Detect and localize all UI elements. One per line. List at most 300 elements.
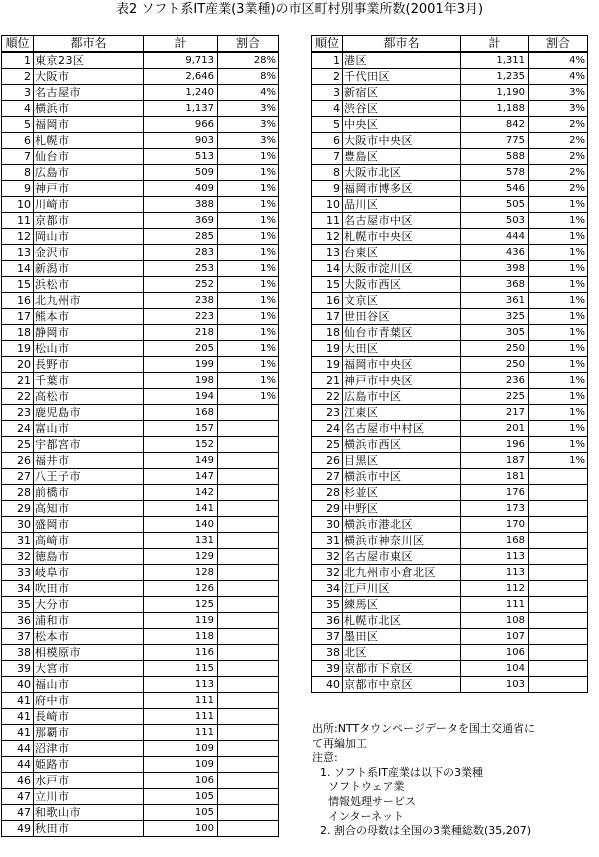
table-row — [2, 197, 279, 213]
total-cell: 187 — [461, 453, 529, 469]
city-cell: 大阪市 — [34, 69, 144, 85]
city-cell: 名古屋市中村区 — [343, 421, 461, 437]
city-header: 都市名 — [343, 36, 461, 53]
rank-cell: 27 — [2, 469, 34, 485]
city-cell: 練馬区 — [343, 597, 461, 613]
rank-cell: 24 — [312, 421, 343, 437]
rank-cell: 41 — [2, 725, 34, 741]
rank-cell: 37 — [312, 629, 343, 645]
rank-cell: 31 — [2, 533, 34, 549]
total-cell: 775 — [461, 133, 529, 149]
share-header: 割合 — [529, 36, 588, 53]
total-cell: 325 — [461, 309, 529, 325]
total-cell: 218 — [144, 325, 218, 341]
total-cell: 217 — [461, 405, 529, 421]
share-cell: 1% — [529, 373, 588, 389]
table-row — [312, 501, 588, 517]
share-cell — [218, 421, 279, 437]
share-cell: 1% — [529, 405, 588, 421]
city-cell: 鹿児島市 — [34, 405, 144, 421]
city-cell: 仙台市 — [34, 149, 144, 165]
city-cell: 水戸市 — [34, 773, 144, 789]
total-cell: 100 — [144, 821, 218, 837]
city-cell: 港区 — [343, 52, 461, 69]
total-cell: 505 — [461, 197, 529, 213]
total-cell: 109 — [144, 757, 218, 773]
city-cell: 江戸川区 — [343, 581, 461, 597]
total-cell: 106 — [144, 773, 218, 789]
rank-cell: 15 — [2, 277, 34, 293]
rank-cell: 36 — [312, 613, 343, 629]
share-cell — [218, 677, 279, 693]
share-cell — [218, 821, 279, 837]
total-cell: 238 — [144, 293, 218, 309]
table-row — [312, 469, 588, 485]
table-row — [312, 69, 588, 85]
share-cell — [529, 661, 588, 677]
total-cell: 9,713 — [144, 52, 218, 69]
table-row — [2, 405, 279, 421]
total-cell: 181 — [461, 469, 529, 485]
rank-cell: 19 — [312, 357, 343, 373]
table-row — [2, 597, 279, 613]
table-row — [2, 85, 279, 101]
table-row — [312, 325, 588, 341]
table-row — [2, 453, 279, 469]
page-title: 表2 ソフト系IT産業(3業種)の市区町村別事業所数(2001年3月) — [115, 2, 484, 17]
table-row — [312, 165, 588, 181]
rank-cell: 1 — [2, 52, 34, 69]
share-cell: 1% — [218, 213, 279, 229]
share-cell: 1% — [218, 341, 279, 357]
city-cell: 和歌山市 — [34, 805, 144, 821]
table-row — [2, 165, 279, 181]
city-cell: 横浜市港北区 — [343, 517, 461, 533]
table-row — [2, 677, 279, 693]
total-cell: 305 — [461, 325, 529, 341]
share-cell — [218, 501, 279, 517]
city-cell: 福岡市 — [34, 117, 144, 133]
rank-cell: 29 — [312, 501, 343, 517]
total-header: 計 — [461, 36, 529, 53]
total-cell: 966 — [144, 117, 218, 133]
industry-item-internet: インターネット — [328, 809, 405, 823]
rank-cell: 35 — [312, 597, 343, 613]
rank-cell: 41 — [2, 693, 34, 709]
share-cell: 1% — [218, 245, 279, 261]
city-cell: 沼津市 — [34, 741, 144, 757]
table-row — [2, 373, 279, 389]
city-cell: 目黒区 — [343, 453, 461, 469]
city-cell: 姫路市 — [34, 757, 144, 773]
table-row — [2, 629, 279, 645]
total-cell: 113 — [461, 565, 529, 581]
city-cell: 八王子市 — [34, 469, 144, 485]
share-cell: 1% — [218, 325, 279, 341]
rank-cell: 13 — [2, 245, 34, 261]
total-cell: 111 — [461, 597, 529, 613]
rank-cell: 22 — [2, 389, 34, 405]
total-cell: 142 — [144, 485, 218, 501]
city-cell: 大阪市北区 — [343, 165, 461, 181]
table-row — [2, 133, 279, 149]
table-row — [2, 437, 279, 453]
table-row — [312, 453, 588, 469]
total-cell: 152 — [144, 437, 218, 453]
rank-cell: 31 — [312, 533, 343, 549]
share-cell: 1% — [529, 293, 588, 309]
city-cell: 高知市 — [34, 501, 144, 517]
table-row — [2, 309, 279, 325]
rank-cell: 34 — [2, 581, 34, 597]
rank-cell: 38 — [312, 645, 343, 661]
share-cell — [218, 645, 279, 661]
total-cell: 116 — [144, 645, 218, 661]
table-row — [312, 421, 588, 437]
table-row — [312, 645, 588, 661]
city-cell: 熊本市 — [34, 309, 144, 325]
table-row — [2, 325, 279, 341]
share-cell: 1% — [529, 245, 588, 261]
city-cell: 広島市中区 — [343, 389, 461, 405]
city-cell: 文京区 — [343, 293, 461, 309]
rank-cell: 7 — [312, 149, 343, 165]
share-header: 割合 — [218, 36, 279, 53]
rank-cell: 35 — [2, 597, 34, 613]
city-cell: 金沢市 — [34, 245, 144, 261]
table-row — [2, 757, 279, 773]
rank-cell: 28 — [312, 485, 343, 501]
total-cell: 173 — [461, 501, 529, 517]
share-cell: 1% — [529, 261, 588, 277]
rank-cell: 33 — [2, 565, 34, 581]
industry-item-information-processing: 情報処理サービス — [328, 794, 416, 808]
total-cell: 201 — [461, 421, 529, 437]
share-cell — [529, 597, 588, 613]
total-cell: 546 — [461, 181, 529, 197]
total-cell: 409 — [144, 181, 218, 197]
table-row — [312, 309, 588, 325]
table-row — [2, 613, 279, 629]
rank-cell: 40 — [2, 677, 34, 693]
share-cell: 1% — [529, 437, 588, 453]
table-row — [2, 149, 279, 165]
share-cell — [529, 485, 588, 501]
share-cell — [218, 549, 279, 565]
table-row — [312, 629, 588, 645]
total-cell: 129 — [144, 549, 218, 565]
city-cell: 千代田区 — [343, 69, 461, 85]
total-cell: 250 — [461, 357, 529, 373]
share-cell: 1% — [529, 197, 588, 213]
city-cell: 岡山市 — [34, 229, 144, 245]
rank-cell: 27 — [312, 469, 343, 485]
share-cell: 1% — [218, 149, 279, 165]
table-row — [312, 549, 588, 565]
share-cell — [218, 533, 279, 549]
total-cell: 104 — [461, 661, 529, 677]
table-row — [2, 117, 279, 133]
rank-cell: 3 — [2, 85, 34, 101]
rank-cell: 28 — [2, 485, 34, 501]
city-cell: 墨田区 — [343, 629, 461, 645]
share-cell — [218, 629, 279, 645]
rank-cell: 5 — [2, 117, 34, 133]
share-cell — [218, 789, 279, 805]
rank-cell: 39 — [312, 661, 343, 677]
table-row — [312, 85, 588, 101]
rank-cell: 44 — [2, 757, 34, 773]
total-cell: 1,137 — [144, 101, 218, 117]
city-cell: 新潟市 — [34, 261, 144, 277]
table-row — [2, 485, 279, 501]
city-cell: 札幌市中央区 — [343, 229, 461, 245]
share-cell: 3% — [529, 101, 588, 117]
city-cell: 京都市下京区 — [343, 661, 461, 677]
total-cell: 128 — [144, 565, 218, 581]
total-cell: 105 — [144, 805, 218, 821]
table-row — [2, 821, 279, 837]
rank-cell: 18 — [312, 325, 343, 341]
city-cell: 大田区 — [343, 341, 461, 357]
total-cell: 157 — [144, 421, 218, 437]
table-row — [2, 181, 279, 197]
rank-cell: 9 — [312, 181, 343, 197]
share-cell: 1% — [529, 421, 588, 437]
total-cell: 115 — [144, 661, 218, 677]
rank-cell: 8 — [2, 165, 34, 181]
share-cell: 2% — [529, 133, 588, 149]
table-row — [312, 341, 588, 357]
rank-cell: 13 — [312, 245, 343, 261]
city-cell: 立川市 — [34, 789, 144, 805]
city-cell: 千葉市 — [34, 373, 144, 389]
city-cell: 大分市 — [34, 597, 144, 613]
rank-cell: 8 — [312, 165, 343, 181]
city-cell: 中央区 — [343, 117, 461, 133]
total-cell: 285 — [144, 229, 218, 245]
total-cell: 106 — [461, 645, 529, 661]
city-cell: 相模原市 — [34, 645, 144, 661]
city-cell: 府中市 — [34, 693, 144, 709]
rank-cell: 16 — [2, 293, 34, 309]
share-cell: 2% — [529, 165, 588, 181]
share-cell: 1% — [529, 389, 588, 405]
industry-item-software: ソフトウェア業 — [328, 780, 405, 794]
rank-cell: 30 — [2, 517, 34, 533]
share-cell: 1% — [218, 261, 279, 277]
rank-cell: 2 — [2, 69, 34, 85]
total-cell: 176 — [461, 485, 529, 501]
ward-ranking-body — [312, 52, 588, 693]
share-cell — [529, 469, 588, 485]
city-cell: 台東区 — [343, 245, 461, 261]
table-row — [312, 117, 588, 133]
rank-cell: 12 — [2, 229, 34, 245]
share-cell: 1% — [218, 293, 279, 309]
total-cell: 253 — [144, 261, 218, 277]
city-cell: 高崎市 — [34, 533, 144, 549]
share-cell: 3% — [218, 133, 279, 149]
table-row — [2, 789, 279, 805]
total-cell: 436 — [461, 245, 529, 261]
total-cell: 361 — [461, 293, 529, 309]
share-cell — [218, 661, 279, 677]
table-header-row — [312, 36, 588, 53]
city-cell: 吹田市 — [34, 581, 144, 597]
share-cell — [218, 741, 279, 757]
total-cell: 111 — [144, 709, 218, 725]
table-row — [312, 517, 588, 533]
share-cell: 28% — [218, 52, 279, 69]
share-cell — [529, 501, 588, 517]
city-cell: 松山市 — [34, 341, 144, 357]
rank-cell: 22 — [312, 389, 343, 405]
share-cell — [529, 629, 588, 645]
share-cell: 1% — [218, 197, 279, 213]
city-cell: 仙台市青葉区 — [343, 325, 461, 341]
rank-cell: 9 — [2, 181, 34, 197]
share-cell: 1% — [218, 229, 279, 245]
total-cell: 196 — [461, 437, 529, 453]
city-cell: 大阪市西区 — [343, 277, 461, 293]
city-cell: 秋田市 — [34, 821, 144, 837]
rank-cell: 40 — [312, 677, 343, 693]
rank-cell: 37 — [2, 629, 34, 645]
rank-cell: 2 — [312, 69, 343, 85]
rank-cell: 5 — [312, 117, 343, 133]
total-cell: 112 — [461, 581, 529, 597]
total-cell: 141 — [144, 501, 218, 517]
rank-cell: 20 — [2, 357, 34, 373]
rank-cell: 25 — [312, 437, 343, 453]
share-cell: 1% — [218, 357, 279, 373]
city-cell: 横浜市中区 — [343, 469, 461, 485]
city-cell: 北区 — [343, 645, 461, 661]
city-cell: 名古屋市 — [34, 85, 144, 101]
share-cell — [218, 565, 279, 581]
rank-cell: 29 — [2, 501, 34, 517]
share-cell — [218, 773, 279, 789]
share-cell: 2% — [529, 117, 588, 133]
total-cell: 2,646 — [144, 69, 218, 85]
rank-cell: 47 — [2, 789, 34, 805]
rank-cell: 32 — [312, 565, 343, 581]
total-cell: 125 — [144, 597, 218, 613]
share-cell: 2% — [529, 181, 588, 197]
share-cell — [218, 725, 279, 741]
share-cell: 3% — [218, 117, 279, 133]
rank-cell: 32 — [2, 549, 34, 565]
table-row — [2, 709, 279, 725]
share-cell: 8% — [218, 69, 279, 85]
table-row — [312, 565, 588, 581]
rank-cell: 23 — [2, 405, 34, 421]
total-cell: 199 — [144, 357, 218, 373]
share-cell: 2% — [529, 149, 588, 165]
city-cell: 世田谷区 — [343, 309, 461, 325]
city-cell: 品川区 — [343, 197, 461, 213]
city-cell: 那覇市 — [34, 725, 144, 741]
city-cell: 大宮市 — [34, 661, 144, 677]
city-cell: 新宿区 — [343, 85, 461, 101]
share-cell — [218, 581, 279, 597]
table-row — [312, 261, 588, 277]
total-cell: 140 — [144, 517, 218, 533]
total-cell: 1,190 — [461, 85, 529, 101]
share-cell: 1% — [529, 325, 588, 341]
city-cell: 高松市 — [34, 389, 144, 405]
rank-cell: 26 — [312, 453, 343, 469]
city-cell: 浜松市 — [34, 277, 144, 293]
table-row — [312, 661, 588, 677]
total-cell: 444 — [461, 229, 529, 245]
table-row — [312, 613, 588, 629]
share-cell — [218, 437, 279, 453]
rank-cell: 44 — [2, 741, 34, 757]
city-cell: 岐阜市 — [34, 565, 144, 581]
table-row — [2, 661, 279, 677]
share-cell: 3% — [529, 85, 588, 101]
table-row — [2, 213, 279, 229]
table-row — [312, 133, 588, 149]
rank-cell: 25 — [2, 437, 34, 453]
share-cell — [218, 453, 279, 469]
rank-cell: 17 — [312, 309, 343, 325]
table-row — [312, 149, 588, 165]
rank-cell: 17 — [2, 309, 34, 325]
share-cell: 4% — [529, 52, 588, 69]
share-cell — [529, 677, 588, 693]
total-cell: 1,235 — [461, 69, 529, 85]
share-cell — [218, 597, 279, 613]
table-row — [2, 645, 279, 661]
city-ranking-body — [2, 52, 279, 837]
rank-cell: 19 — [2, 341, 34, 357]
rank-cell: 46 — [2, 773, 34, 789]
source-note-line2: て再編加工 — [312, 736, 367, 750]
table-row — [2, 565, 279, 581]
table-row — [2, 581, 279, 597]
ward-ranking-table — [311, 35, 588, 693]
table-row — [312, 533, 588, 549]
total-cell: 108 — [461, 613, 529, 629]
table-row — [2, 805, 279, 821]
total-cell: 1,240 — [144, 85, 218, 101]
table-row — [312, 405, 588, 421]
rank-cell: 10 — [2, 197, 34, 213]
share-cell — [218, 805, 279, 821]
share-cell: 4% — [218, 85, 279, 101]
total-cell: 842 — [461, 117, 529, 133]
table-header-row — [2, 36, 279, 53]
share-cell: 3% — [218, 101, 279, 117]
rank-cell: 32 — [312, 549, 343, 565]
total-cell: 252 — [144, 277, 218, 293]
city-cell: 盛岡市 — [34, 517, 144, 533]
table-row — [2, 341, 279, 357]
table-row — [312, 213, 588, 229]
table-row — [312, 277, 588, 293]
table-row — [2, 245, 279, 261]
share-cell: 1% — [218, 165, 279, 181]
city-cell: 長野市 — [34, 357, 144, 373]
total-cell: 168 — [461, 533, 529, 549]
rank-cell: 6 — [2, 133, 34, 149]
total-cell: 588 — [461, 149, 529, 165]
share-cell: 1% — [529, 229, 588, 245]
share-cell — [529, 533, 588, 549]
